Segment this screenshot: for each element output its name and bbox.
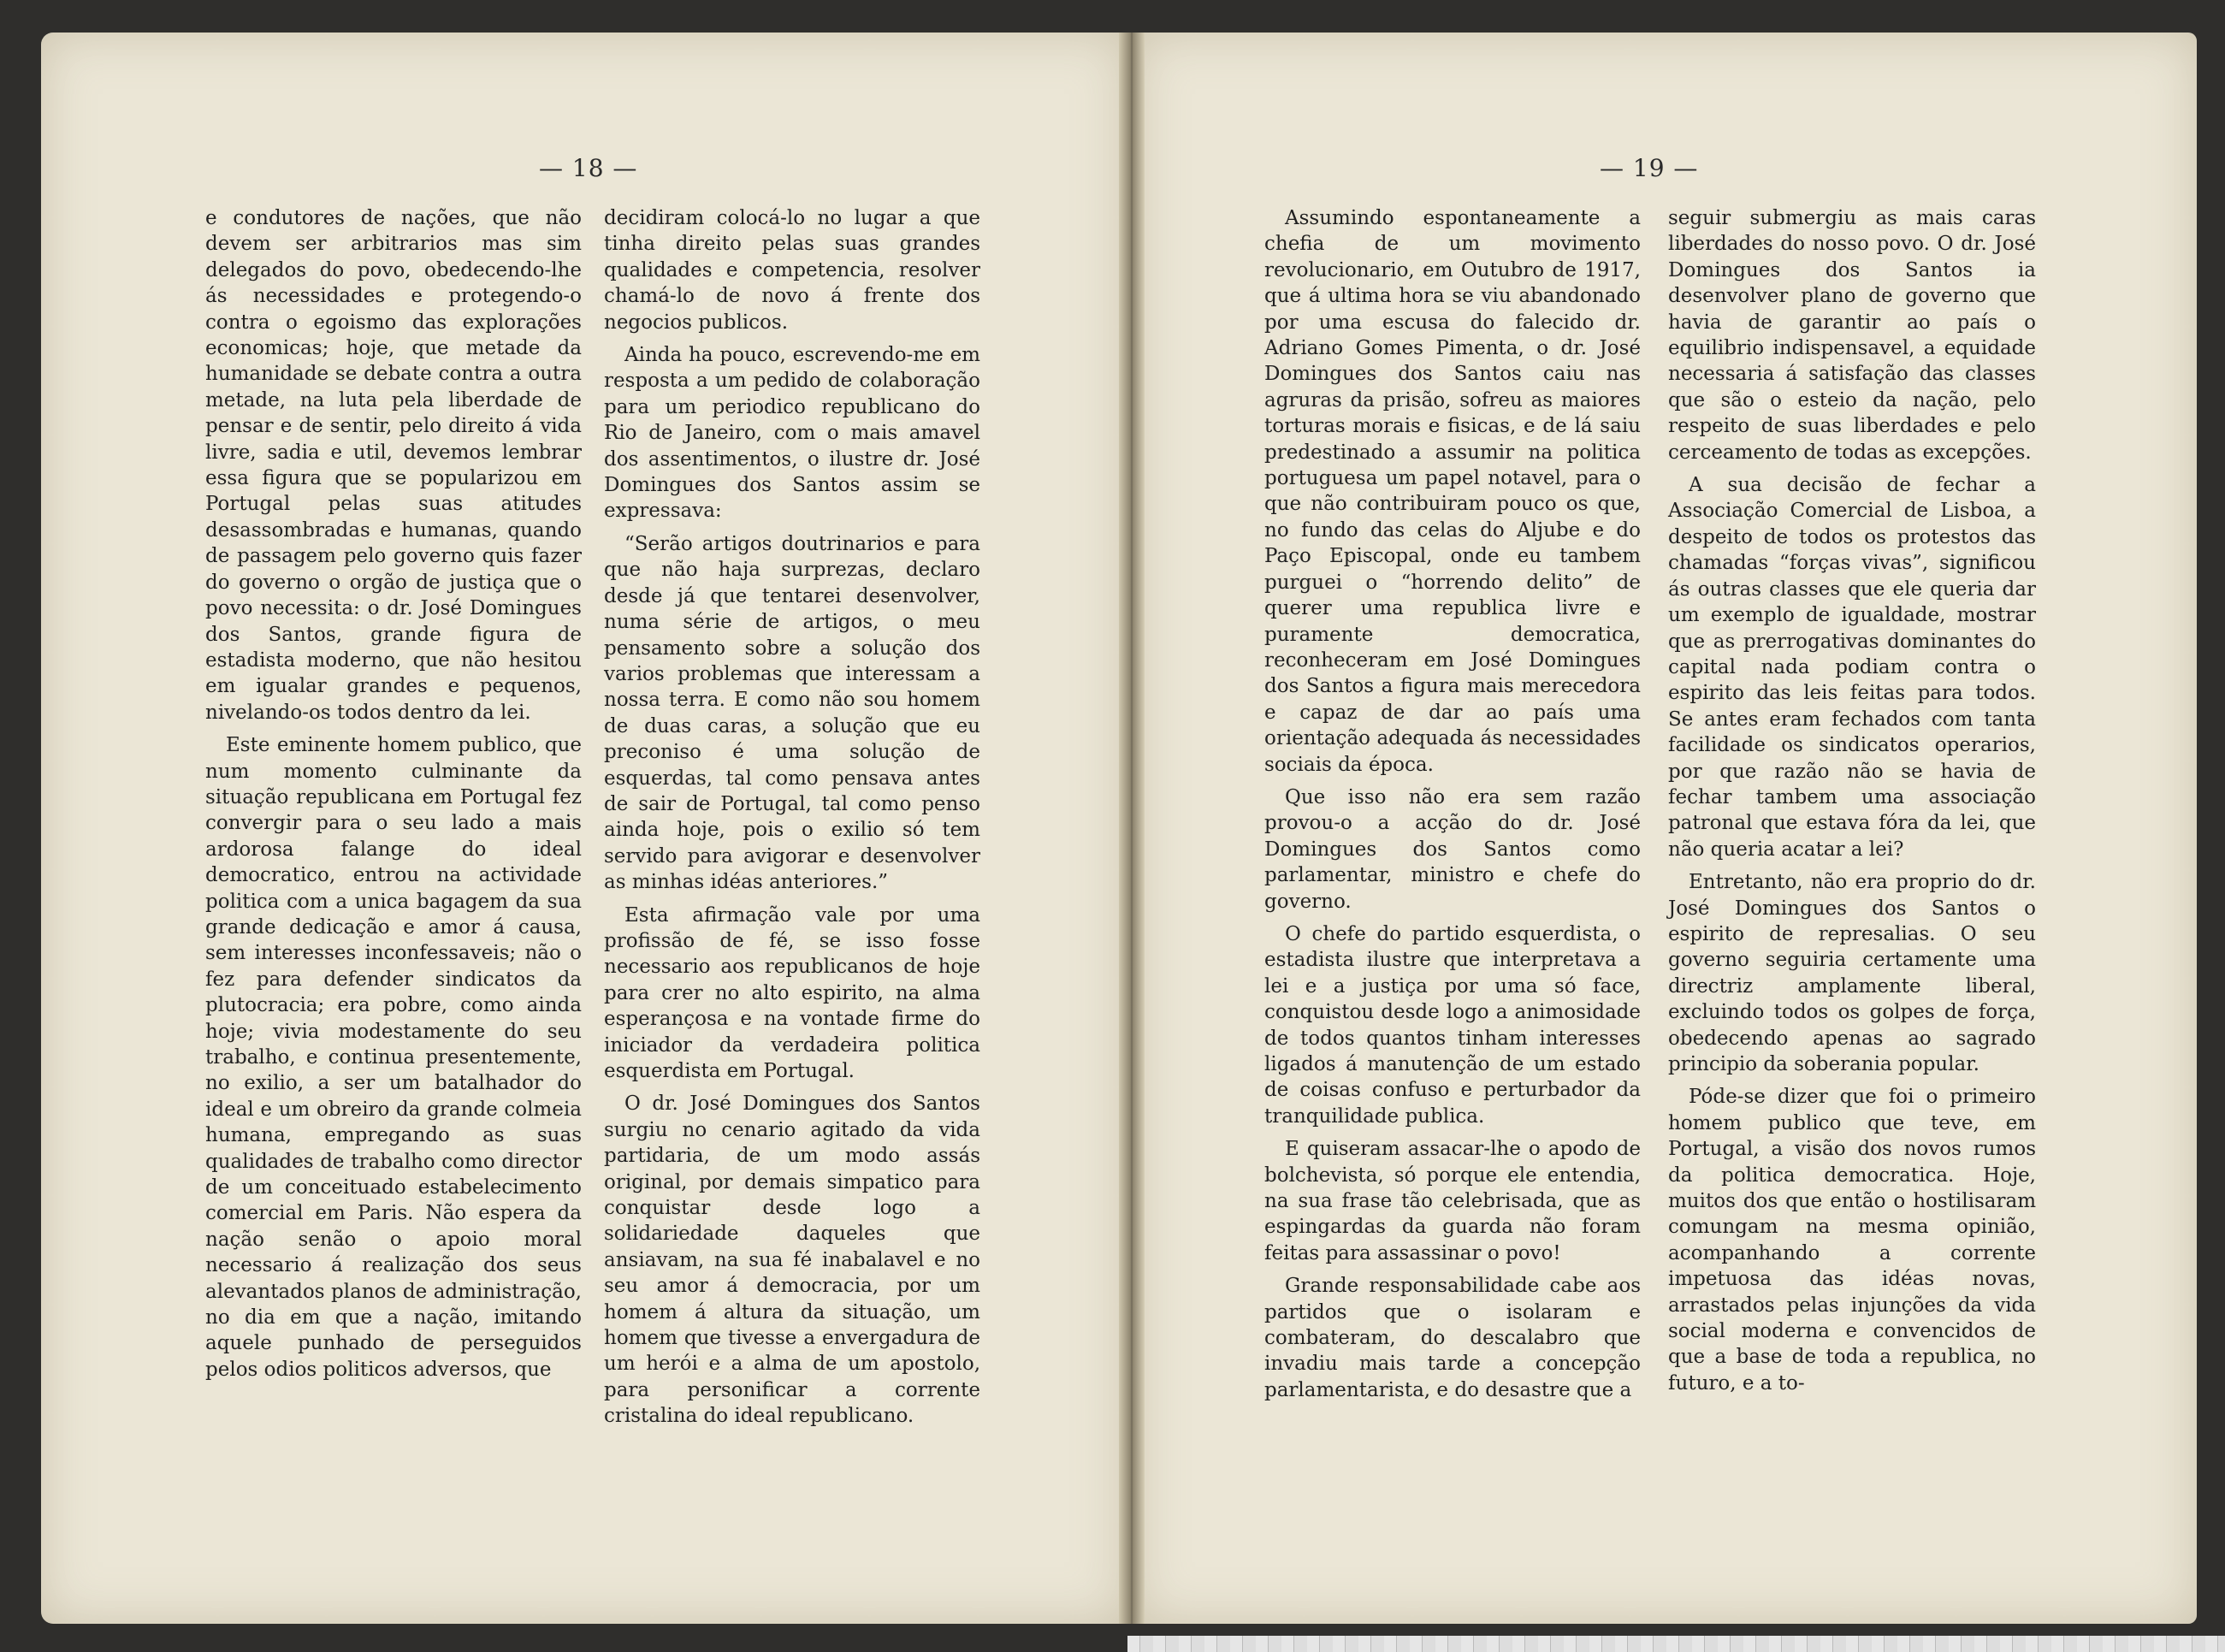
paragraph: Grande responsabilidade cabe aos partidos que o isolaram e combateram, do descalabro que invadiu mais tarde a concepção parlamentarista, e do desastre que a: [1264, 1275, 1641, 1401]
paragraph: Assumindo espontaneamente a chefia de um movimento revolucionario, em Outubro de 1917, que á ultima hora se viu abandonado por uma escusa do falecido dr. Adriano Gomes Pimenta, o dr. José Domingues dos Santos caiu nas agruras da prisão, sofreu as maiores torturas morais e fisicas, e de lá saiu predestinado a assumir na politica portuguesa um papel notavel, para o que não contribuiram pouco os que, no fundo das celas do Aljube e do Paço Episcopal, onde eu tambem purguei o “horrendo delito” de querer uma republica livre e puramente democratica, reconheceram em José Domingues dos Santos a figura mais merecedora e capaz de dar ao país uma orientação adequada ás necessidades sociais da época.: [1264, 207, 1641, 776]
left-page-column-1: [205, 205, 582, 1389]
quote-paragraph: “Serão artigos doutrinarios e para que não haja surprezas, declaro desde já que tentarei desenvolver, numa série de artigos, o meu pensamento sobre a solução dos varios problemas que interessam a nossa terra. E como não sou homem de duas caras, a solução que eu preconiso é uma solução de esquerdas, tal como pensava antes de sair de Portugal, tal como penso ainda hoje, pois o exilio só tem servido para avigorar e desenvolver as minhas idéas anteriores.”: [604, 532, 980, 894]
paragraph: Póde-se dizer que foi o primeiro homem publico que teve, em Portugal, a visão dos novos rumos da politica democratica. Hoje, muitos dos que então o hostilisaram comungam na mesma opinião, acompanhando a corrente impetuosa das idéas novas, arrastados pelas injunções da vida social moderna e convencidos de que a base de toda a republica, no futuro, e a to-: [1668, 1086, 2036, 1394]
paragraph: Entretanto, não era proprio do dr. José Domingues dos Santos o espirito de represalias. O seu governo seguiria certamente uma directriz amplamente liberal, excluindo todos os golpes de força, obedecendo apenas ao sagrado principio da soberania popular.: [1668, 871, 2036, 1075]
paragraph: decidiram colocá-lo no lugar a que tinha direito pelas suas grandes qualidades e competencia, resolver chamá-lo de novo á frente dos negocios publicos.: [604, 207, 980, 334]
paragraph: e condutores de nações, que não devem ser arbitrarios mas sim delegados do povo, obedecendo-lhe ás necessidades e protegendo-o contra o egoismo das explorações economicas; hoje, que metade da humanidade se debate contra a outra metade, na luta pela liberdade de pensar e de sentir, pelo direito á vida livre, sadia e util, devemos lembrar essa figura que se popularizou em Portugal pelas suas atitudes desassombradas e humanas, quando de passagem pelo governo quis fazer do governo o orgão de justiça que o povo necessita: o dr. José Domingues dos Santos, grande figura de estadista moderno, que não hesitou em igualar grandes e pequenos, nivelando-os todos dentro da lei.: [205, 207, 582, 724]
paragraph: O dr. José Domingues dos Santos surgiu no cenario agitado da vida partidaria, de um modo assás original, por demais simpatico para conquistar desde logo a solidariedade daqueles que ansiavam, na sua fé inabalavel e no seu amor á democracia, por um homem á altura da situação, um homem que tivesse a envergadura de um herói e a alma de um apostolo, para personificar a corrente cristalina do ideal republicano.: [604, 1092, 980, 1428]
right-page-column-2: [1668, 205, 2036, 1403]
paragraph: O chefe do partido esquerdista, o estadista ilustre que interpretava a lei e a justiça por uma só face, conquistou desde logo a animosidade de todos quantos tinham interesses ligados á manutenção de um estado de coisas confuso e perturbador da tranquilidade publica.: [1264, 922, 1641, 1128]
paragraph: E quiseram assacar-lhe o apodo de bolchevista, só porque ele entendia, na sua frase tão celebrisada, que as espingardas da guarda não foram feitas para assassinar o povo!: [1264, 1138, 1641, 1264]
book-gutter: [1119, 33, 1145, 1624]
paragraph: Esta afirmação vale por uma profissão de fé, se isso fosse necessario aos republicanos de hoje para crer no alto espirito, na alma esperançosa e na vontade firme do iniciador da verdadeira politica esquerdista em Portugal.: [604, 903, 980, 1082]
paragraph: Ainda ha pouco, escrevendo-me em resposta a um pedido de colaboração para um periodico republicano do Rio de Janeiro, com o mais amavel dos assentimentos, o ilustre dr. José Domingues dos Santos assim se expressava:: [604, 344, 980, 523]
left-page-column-2: [604, 205, 980, 1436]
paragraph: Que isso não era sem razão provou-o a acção do dr. José Domingues dos Santos como parlamentar, ministro e chefe do governo.: [1264, 785, 1641, 913]
paragraph: seguir submergiu as mais caras liberdades do nosso povo. O dr. José Domingues dos Santos ia desenvolver plano de governo que havia de garantir ao país o equilibrio indispensavel, a equidade necessaria á satisfação das classes que são o esteio da nação, pelo respeito de suas liberdades e pelo cerceamento de todas as excepções.: [1668, 207, 2036, 464]
right-page-column-1: [1264, 205, 1641, 1410]
paragraph: A sua decisão de fechar a Associação Comercial de Lisboa, a despeito de todos os protestos das chamadas “forças vivas”, significou ás outras classes que ele queria dar um exemplo de igualdade, mostrar que as prerrogativas dominantes do capital nada podiam contra o espirito das leis feitas para todos. Se antes eram fechados com tanta facilidade os sindicatos operarios, por que razão não se havia de fechar tambem uma associação patronal que estava fóra da lei, que não queria acatar a lei?: [1668, 474, 2036, 861]
page-number-right: — 19 —: [1600, 154, 1699, 182]
page-number-left: — 18 —: [539, 154, 638, 182]
paragraph: Este eminente homem publico, que num momento culminante da situação republicana em Portugal fez convergir para o seu lado a mais ardorosa falange do ideal democratico, entrou na actividade politica com a unica bagagem da sua grande dedicação e amor á causa, sem interesses inconfessaveis; não o fez para defender sindicatos da plutocracia; era pobre, como ainda hoje; vivia modestamente do seu trabalho, e continua presentemente, no exilio, a ser um batalhador do ideal e um obreiro da grande colmeia humana, empregando as suas qualidades de trabalho como director de um conceituado estabelecimento comercial em Paris. Não espera da nação senão o apoio moral necessario á realização dos seus alevantados planos de administração, no dia em que a nação, imitando aquele punhado de perseguidos pelos odios politicos adversos, que: [205, 734, 582, 1381]
scale-strip: [1127, 1636, 2225, 1652]
